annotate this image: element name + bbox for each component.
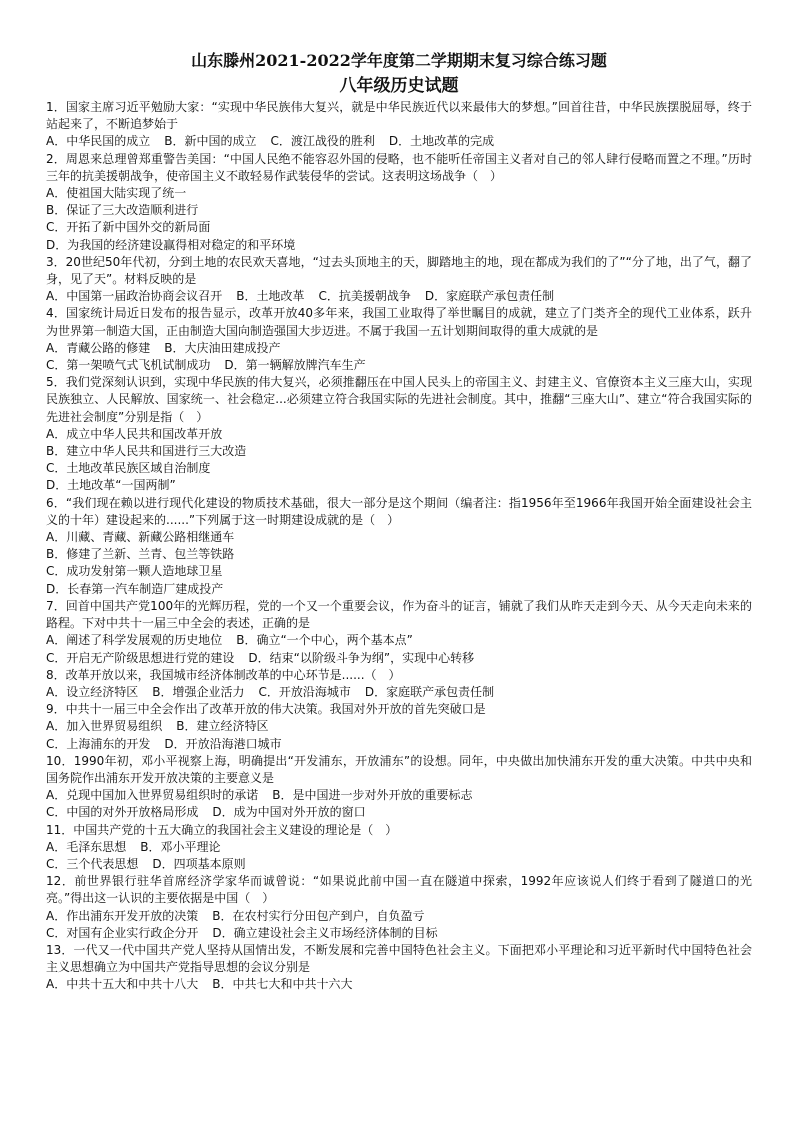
question-stem: 10．1990年初，邓小平视察上海，明确提出“开发浦东，开放浦东”的设想。同年，中央做出加快浦东开发的重大决策。中共中央和国务院作出浦东开发开放决策的主要意义是	[46, 753, 752, 785]
answer-option: C．上海浦东的开发	[46, 736, 151, 751]
option-row	[46, 477, 752, 494]
question-8	[46, 667, 752, 701]
option-row	[46, 581, 752, 598]
question-stem: 12．前世界银行驻华首席经济学家华而诚曾说：“如果说此前中国一直在隧道中探索，1992年应该说人们终于看到了隧道口的光亮。”得出这一认识的主要依据是中国（ ）	[46, 874, 752, 906]
answer-option: A．川藏、青藏、新藏公路相继通车	[46, 530, 235, 545]
answer-option: A．成立中华人民共和国改革开放	[46, 426, 223, 441]
answer-option: C．抗美援朝战争	[318, 289, 411, 304]
answer-option: D．第一辆解放牌汽车生产	[224, 358, 366, 373]
answer-option: B．大庆油田建成投产	[164, 340, 281, 355]
answer-option: A．中共十五大和中共十八大	[46, 977, 199, 992]
answer-option: D．确立建设社会主义市场经济体制的目标	[212, 925, 438, 940]
answer-option: D．土地改革“一国两制”	[46, 478, 176, 493]
question-11	[46, 822, 752, 874]
answer-option: D．家庭联产承包责任制	[424, 289, 555, 304]
option-row	[46, 650, 752, 667]
question-stem: 13．一代又一代中国共产党人坚持从国情出发，不断发展和完善中国特色社会主义。下面把邓小平理论和习近平新时代中国特色社会主义思想确立为中国共产党指导思想的会议分别是	[46, 942, 752, 975]
option-row	[46, 460, 752, 477]
question-stem: 11．中国共产党的十五大确立的我国社会主义建设的理论是（ ）	[46, 822, 398, 837]
question-13	[46, 942, 752, 994]
answer-option: D．成为中国对外开放的窗口	[212, 805, 366, 820]
option-row	[46, 563, 752, 580]
question-stem: 2．周恩来总理曾郑重警告美国：“中国人民绝不能容忍外国的侵略，也不能听任帝国主义者对自己的邻人肆行侵略而置之不理。”历时三年的抗美援朝战争，使帝国主义不敢轻易作武装侵华的尝试。这表明这场战争（ ）	[46, 151, 752, 183]
option-row	[46, 219, 752, 236]
option-row	[46, 357, 752, 374]
option-row	[46, 787, 752, 804]
answer-option: A．中华民国的成立	[46, 134, 151, 149]
answer-option: B．邓小平理论	[140, 839, 221, 854]
exam-title: 山东滕州2021-2022学年度第二学期期末复习综合练习题	[191, 51, 607, 70]
answer-option: C．对国有企业实行政企分开	[46, 925, 199, 940]
option-row	[46, 288, 752, 305]
answer-option: B．土地改革	[236, 289, 305, 304]
option-row	[46, 426, 752, 443]
option-row	[46, 185, 752, 202]
answer-option: A．阐述了科学发展观的历史地位	[46, 633, 223, 648]
answer-option: B．是中国进一步对外开放的重要标志	[272, 788, 473, 803]
answer-option: A．中国第一届政治协商会议召开	[46, 289, 223, 304]
answer-option: C．渡江战役的胜利	[270, 134, 375, 149]
answer-option: C．三个代表思想	[46, 856, 139, 871]
answer-option: D．为我国的经济建设赢得相对稳定的和平环境	[46, 237, 296, 252]
question-10	[46, 753, 752, 822]
answer-option: A．使祖国大陆实现了统一	[46, 186, 187, 201]
question-stem: 3．20世纪50年代初，分到土地的农民欢天喜地，“过去头顶地主的天，脚踏地主的地，现在都成为我们的了”“分了地，出了气，翻了身，见了天”。材料反映的是	[46, 254, 752, 287]
answer-option: A．青藏公路的修建	[46, 340, 151, 355]
option-row	[46, 908, 752, 925]
question-stem: 5．我们党深刻认识到，实现中华民族的伟大复兴，必须推翻压在中国人民头上的帝国主义、封建主义、官僚资本主义三座大山，实现民族独立、人民解放、国家统一、社会稳定...必须建立符合我国实际的先进社会制度。其中，推翻“三座大山”、建立“符合我国实际的先进社会制度”分别是指（ ）	[46, 375, 752, 424]
answer-option: C．中国的对外开放格局形成	[46, 805, 199, 820]
answer-option: A．作出浦东开发开放的决策	[46, 908, 199, 923]
answer-option: D．开放沿海港口城市	[164, 736, 282, 751]
question-9	[46, 701, 752, 753]
question-1	[46, 99, 752, 151]
question-stem: 8．改革开放以来，我国城市经济体制改革的中心环节是......（ ）	[46, 667, 401, 682]
question-stem: 9．中共十一届三中全会作出了改革开放的伟大决策。我国对外开放的首先突破口是	[46, 702, 486, 717]
answer-option: B．修建了兰新、兰青、包兰等铁路	[46, 547, 235, 562]
option-row	[46, 529, 752, 546]
answer-option: C．成功发射第一颗人造地球卫星	[46, 564, 223, 579]
answer-option: D．结束“以阶级斗争为纲”，实现中心转移	[248, 650, 475, 665]
question-stem: 4．国家统计局近日发布的报告显示，改革开放40多年来，我国工业取得了举世瞩目的成就，建立了门类齐全的现代工业体系，跃升为世界第一制造大国，正由制造大国向制造强国大步迈进。不属于我国一五计划期间取得的重大成就的是	[46, 306, 752, 338]
answer-option: D．长春第一汽车制造厂建成投产	[46, 581, 224, 596]
question-5	[46, 374, 752, 494]
answer-option: B．保证了三大改造顺利进行	[46, 203, 199, 218]
answer-option: C．开启无产阶级思想进行党的建设	[46, 650, 235, 665]
option-row	[46, 237, 752, 254]
answer-option: C．第一架喷气式飞机试制成功	[46, 358, 211, 373]
exam-page	[46, 50, 752, 994]
answer-option: B．确立“一个中心，两个基本点”	[236, 633, 413, 648]
option-row	[46, 133, 752, 150]
option-row	[46, 443, 752, 460]
option-row	[46, 736, 752, 753]
option-row	[46, 632, 752, 649]
answer-option: C．开拓了新中国外交的新局面	[46, 220, 211, 235]
question-stem: 7．回首中国共产党100年的光辉历程，党的一个又一个重要会议，作为奋斗的证言，铺就了我们从昨天走到今天、从今天走向未来的路程。下对中共十一届三中全会的表述，正确的是	[46, 598, 752, 631]
answer-option: B．建立中华人民共和国进行三大改造	[46, 444, 247, 459]
answer-option: B．建立经济特区	[176, 719, 269, 734]
answer-option: C．开放沿海城市	[258, 684, 351, 699]
question-stem: 1．国家主席习近平勉励大家：“实现中华民族伟大复兴，就是中华民族近代以来最伟大的梦想。”回首往昔，中华民族摆脱屈辱，终于站起来了，不断追梦始于	[46, 100, 752, 132]
answer-option: B．新中国的成立	[164, 134, 257, 149]
question-2	[46, 151, 752, 254]
option-row	[46, 925, 752, 942]
question-12	[46, 873, 752, 942]
question-6	[46, 495, 752, 598]
answer-option: A．兑现中国加入世界贸易组织时的承诺	[46, 788, 259, 803]
exam-subtitle: 八年级历史试题	[339, 76, 459, 96]
answer-option: D．家庭联产承包责任制	[364, 684, 495, 699]
option-row	[46, 839, 752, 856]
question-4	[46, 305, 752, 374]
option-row	[46, 684, 752, 701]
option-row	[46, 546, 752, 563]
option-row	[46, 718, 752, 735]
answer-option: D．土地改革的完成	[388, 134, 495, 149]
option-row	[46, 856, 752, 873]
answer-option: B．中共七大和中共十六大	[212, 977, 353, 992]
answer-option: B．增强企业活力	[152, 684, 245, 699]
answer-option: A．加入世界贸易组织	[46, 719, 163, 734]
answer-option: B．在农村实行分田包产到户，自负盈亏	[212, 908, 425, 923]
option-row	[46, 340, 752, 357]
question-7	[46, 598, 752, 667]
question-3	[46, 254, 752, 306]
answer-option: C．土地改革民族区域自治制度	[46, 461, 211, 476]
question-list	[46, 99, 752, 994]
option-row	[46, 202, 752, 219]
option-row	[46, 976, 752, 993]
answer-option: D．四项基本原则	[152, 856, 246, 871]
option-row	[46, 804, 752, 821]
question-stem: 6．“我们现在赖以进行现代化建设的物质技术基础，很大一部分是这个期间（编者注：指1956年至1966年我国开始全面建设社会主义的十年）建设起来的......”下列属于这一时期建设成就的是（ ）	[46, 495, 752, 527]
answer-option: A．设立经济特区	[46, 684, 139, 699]
answer-option: A．毛泽东思想	[46, 839, 127, 854]
